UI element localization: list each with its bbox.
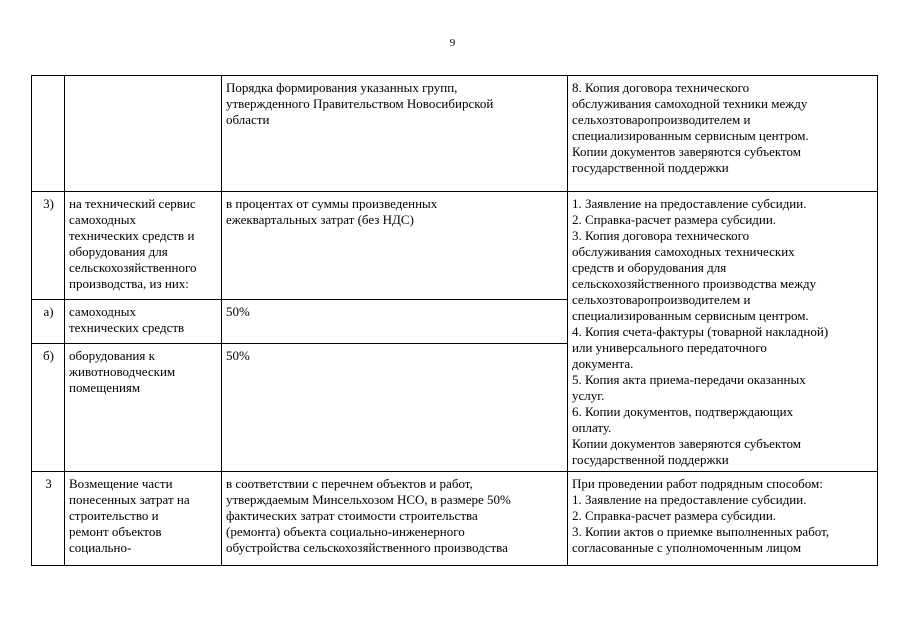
subsidy-rate-cell: в соответствии с перечнем объектов и работ, утверждаемым Минсельхозом НСО, в размере 50% фактических затрат стоимости строительства (ремонта) объекта социально-инженерного обустройства сельскохозяйственного производства xyxy=(222,472,568,566)
table-row xyxy=(32,192,878,300)
subsidy-rate-cell: 50% xyxy=(222,300,568,344)
subsidy-rate-cell: в процентах от суммы произведенных ежеквартальных затрат (без НДС) xyxy=(222,192,568,300)
row-number-cell: а) xyxy=(32,300,65,344)
subsidy-rate-cell: Порядка формирования указанных групп, утвержденного Правительством Новосибирской области xyxy=(222,76,568,192)
row-number-cell: б) xyxy=(32,344,65,472)
subsidy-name-cell: самоходных технических средств xyxy=(65,300,222,344)
row-number-cell xyxy=(32,76,65,192)
table-row xyxy=(32,76,878,192)
subsidy-name-cell: оборудования к животноводческим помещениям xyxy=(65,344,222,472)
documents-cell: 1. Заявление на предоставление субсидии. 2. Справка-расчет размера субсидии. 3. Копия договора технического обслуживания самоходных технических средств и оборудования для сельскохозяйственного производства между сельхозтоваропроизводителем и специализированным сервисным центром. 4. Копия счета-фактуры (товарной накладной) или универсального передаточного документа. 5. Копия акта приема-передачи оказанных услуг. 6. Копии документов, подтверждающих оплату. Копии документов заверяются субъектом государственной поддержки xyxy=(568,192,878,472)
documents-cell: 8. Копия договора технического обслуживания самоходной техники между сельхозтоваропроизводителем и специализированным сервисным центром. Копии документов заверяются субъектом государственной поддержки xyxy=(568,76,878,192)
row-number-cell: 3 xyxy=(32,472,65,566)
subsidy-rate-cell: 50% xyxy=(222,344,568,472)
subsidy-name-cell: Возмещение части понесенных затрат на строительство и ремонт объектов социально- xyxy=(65,472,222,566)
page-number: 9 xyxy=(449,37,456,49)
subsidy-table xyxy=(31,75,878,566)
subsidy-name-cell: на технический сервис самоходных технических средств и оборудования для сельскохозяйственного производства, из них: xyxy=(65,192,222,300)
row-number-cell: 3) xyxy=(32,192,65,300)
table-row xyxy=(32,472,878,566)
documents-cell: При проведении работ подрядным способом: 1. Заявление на предоставление субсидии. 2. Справка-расчет размера субсидии. 3. Копии актов о приемке выполненных работ, согласованные с уполномоченным лицом xyxy=(568,472,878,566)
subsidy-name-cell xyxy=(65,76,222,192)
